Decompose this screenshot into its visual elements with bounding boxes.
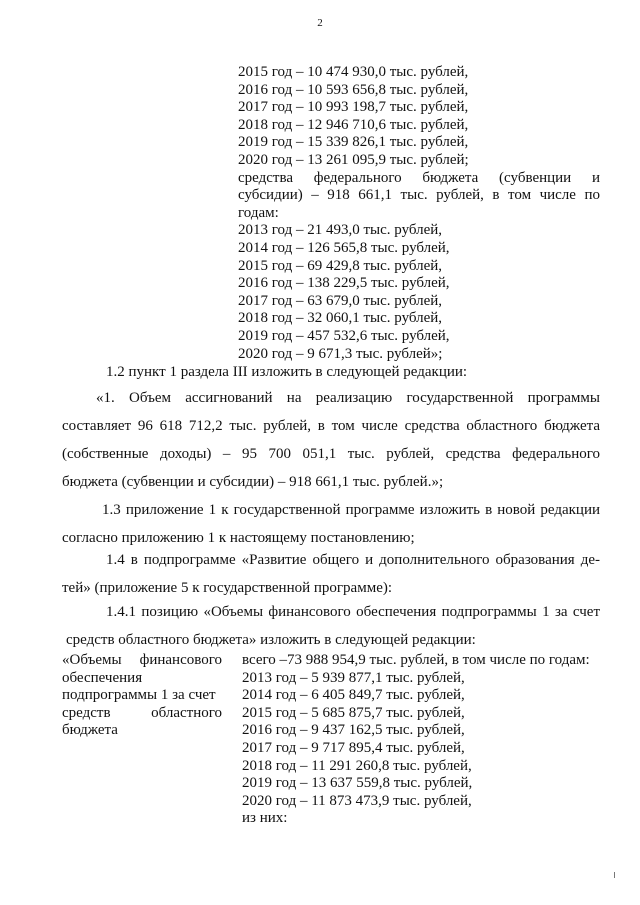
federal-budget-line: субсидии) – 918 661,1 тыс. рублей, в том числе по	[238, 187, 600, 204]
paragraph-line: 1.3 приложение 1 к государственной программе изложить в новой редакции	[102, 502, 600, 518]
value-line: всего –73 988 954,9 тыс. рублей, в том числе по годам:	[242, 652, 590, 668]
paragraph-line: «1. Объем ассигнований на реализацию государственной программы	[96, 390, 600, 406]
paragraph-1-2	[106, 358, 600, 386]
year-line: 2015 год – 10 474 930,0 тыс. рублей,	[238, 64, 469, 80]
value-line: 2016 год – 9 437 162,5 тыс. рублей,	[242, 722, 465, 739]
funding-by-year-block	[238, 64, 600, 363]
paragraph-1-4-1	[62, 598, 600, 654]
year-line: 2020 год – 13 261 095,9 тыс. рублей;	[238, 151, 469, 168]
year-line: 2019 год – 15 339 826,1 тыс. рублей,	[238, 134, 469, 151]
page-number: 2	[317, 17, 323, 29]
paragraph-line: (собственные доходы) – 95 700 051,1 тыс. рублей, средства федерального	[62, 446, 600, 462]
year-line: 2020 год – 9 671,3 тыс. рублей»;	[238, 345, 443, 362]
value-line: из них:	[242, 810, 288, 827]
paragraph-line: 1.4.1 позицию «Объемы финансового обеспечения подпрограммы 1 за счет	[106, 604, 600, 620]
value-line: 2017 год – 9 717 895,4 тыс. рублей,	[242, 739, 465, 756]
paragraph-1-4	[62, 546, 600, 602]
paragraph-line: согласно приложению 1 к настоящему постановлению;	[62, 530, 415, 546]
paragraph-line: составляет 96 618 712,2 тыс. рублей, в том числе средства областного бюджета	[62, 418, 600, 434]
label-line: бюджета	[62, 722, 118, 739]
value-line: 2020 год – 11 873 473,9 тыс. рублей,	[242, 792, 472, 809]
scan-mark	[614, 872, 615, 878]
paragraph-line: бюджета (субвенции и субсидии) – 918 661,1 тыс. рублей.»;	[62, 474, 444, 490]
value-line: 2015 год – 5 685 875,7 тыс. рублей,	[242, 704, 465, 721]
year-line: 2016 год – 10 593 656,8 тыс. рублей,	[238, 81, 469, 98]
value-line: 2013 год – 5 939 877,1 тыс. рублей,	[242, 669, 465, 686]
federal-budget-line: средства федерального бюджета (субвенции и	[238, 169, 600, 186]
label-line: обеспечения	[62, 669, 143, 686]
year-line: 2018 год – 12 946 710,6 тыс. рублей,	[238, 116, 469, 133]
paragraph-line: 1.4 в подпрограмме «Развитие общего и дополнительного образования де-	[106, 552, 600, 568]
paragraph-line: тей» (приложение 5 к государственной программе):	[62, 580, 393, 596]
year-line: 2017 год – 63 679,0 тыс. рублей,	[238, 292, 443, 309]
value-line: 2014 год – 6 405 849,7 тыс. рублей,	[242, 687, 465, 704]
year-line: 2016 год – 138 229,5 тыс. рублей,	[238, 275, 450, 292]
funding-table-label-cell	[62, 652, 222, 740]
year-line: 2017 год – 10 993 198,7 тыс. рублей,	[238, 99, 469, 116]
paragraph-1-3	[62, 496, 600, 552]
paragraph-quote	[62, 384, 600, 496]
year-line: 2018 год – 32 060,1 тыс. рублей,	[238, 310, 443, 327]
federal-budget-line: годам:	[238, 204, 279, 221]
label-line: «Объемы финансового	[62, 652, 222, 668]
year-line: 2015 год – 69 429,8 тыс. рублей,	[238, 257, 443, 274]
paragraph-line: 1.2 пункт 1 раздела III изложить в следующей редакции:	[106, 364, 468, 380]
value-line: 2019 год – 13 637 559,8 тыс. рублей,	[242, 775, 473, 792]
year-line: 2019 год – 457 532,6 тыс. рублей,	[238, 327, 450, 344]
year-line: 2014 год – 126 565,8 тыс. рублей,	[238, 239, 450, 256]
value-line: 2018 год – 11 291 260,8 тыс. рублей,	[242, 757, 472, 774]
label-line: средств областного	[62, 704, 222, 721]
year-line: 2013 год – 21 493,0 тыс. рублей,	[238, 222, 443, 239]
funding-table-value-cell	[242, 652, 602, 828]
label-line: подпрограммы 1 за счет	[62, 687, 216, 704]
paragraph-line: средств областного бюджета» изложить в следующей редакции:	[66, 632, 476, 648]
